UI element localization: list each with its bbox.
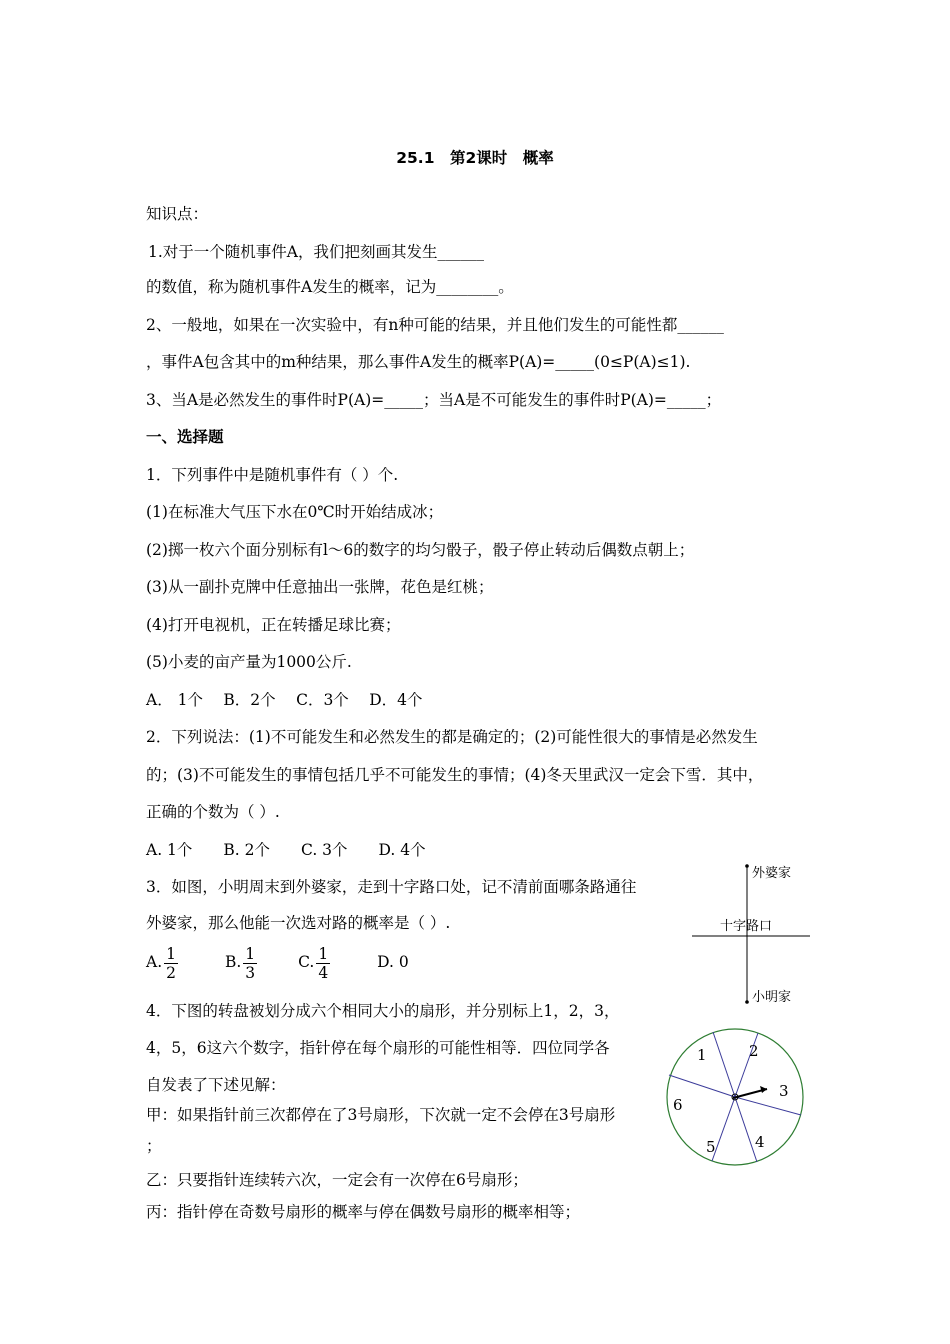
fraction-denominator: 2 <box>166 963 176 982</box>
knowledge-point-2b: ，事件A包含其中的m种结果，那么事件A发生的概率P(A)=_____(0≤P(A)≤1). <box>146 353 691 371</box>
q2-line-3: 正确的个数为（ ）. <box>146 803 280 821</box>
q2-line-2: 的；(3)不可能发生的事情包括几乎不可能发生的事情；(4)冬天里武汉一定会下雪．其中， <box>146 766 764 784</box>
q3-option-a-label: A. <box>146 953 163 971</box>
fraction-denominator: 4 <box>318 963 329 982</box>
q4-yi: 乙：只要指针连续转六次，一定会有一次停在6号扇形； <box>146 1171 528 1189</box>
fraction-numerator: 1 <box>245 944 256 963</box>
q4-jia-line-1: 甲：如果指针前三次都停在了3号扇形，下次就一定不会停在3号扇形 <box>146 1106 616 1124</box>
q1-options: A． 1个 B．2个 C．3个 D．4个 <box>146 691 423 709</box>
q3-option-d: D. 0 <box>377 953 409 971</box>
crossroad-label: 十字路口 <box>720 919 773 934</box>
q3-option-a-fraction <box>164 945 178 982</box>
q3-option-c <box>298 944 332 982</box>
q4-line-2: 4，5，6这六个数字，指针停在每个扇形的可能性相等．四位同学各 <box>146 1039 610 1057</box>
q4-jia-line-2: ； <box>146 1137 162 1155</box>
q1-item-4: (4)打开电视机，正在转播足球比赛； <box>146 616 401 634</box>
divider-line <box>669 1075 735 1097</box>
divider-line <box>735 1097 801 1115</box>
sector-label-6: 6 <box>673 1096 683 1114</box>
sector-label-5: 5 <box>706 1138 716 1156</box>
q3-option-c-label: C. <box>298 953 315 971</box>
q3-option-c-fraction <box>316 945 330 982</box>
q3-line-2: 外婆家，那么他能一次选对路的概率是（ ）. <box>146 914 451 932</box>
fraction-numerator: 1 <box>166 944 176 963</box>
sector-label-2: 2 <box>749 1042 759 1060</box>
sector-label-4: 4 <box>755 1133 765 1151</box>
q2-line-1: 2．下列说法：(1)不可能发生和必然发生的都是确定的；(2)可能性很大的事情是必然发生 <box>146 728 758 746</box>
knowledge-point-3: 3、当A是必然发生的事件时P(A)=_____；当A是不可能发生的事件时P(A)=_____； <box>146 391 722 409</box>
q1-stem: 1．下列事件中是随机事件有（ ）个. <box>146 466 399 484</box>
sector-label-3: 3 <box>779 1082 789 1100</box>
q3-line-1: 3．如图，小明周末到外婆家，走到十字路口处，记不清前面哪条路通往 <box>146 878 637 896</box>
page-title: 25.1 第2课时 概率 <box>396 149 554 167</box>
q4-line-3: 自发表了下述见解： <box>146 1076 286 1094</box>
knowledge-point-1b: 的数值，称为随机事件A发生的概率，记为________。 <box>146 278 514 296</box>
fraction-denominator: 3 <box>245 963 256 982</box>
knowledge-heading: 知识点： <box>146 205 209 223</box>
pointer-arrowhead <box>760 1086 767 1093</box>
bottom-end-dot <box>745 1000 749 1004</box>
q3-option-b <box>225 944 259 982</box>
divider-line <box>735 1097 757 1162</box>
divider-line <box>713 1032 735 1097</box>
q4-line-1: 4．下图的转盘被划分成六个相同大小的扇形，并分别标上1，2，3， <box>146 1002 620 1020</box>
top-end-dot <box>745 864 749 868</box>
q3-option-a <box>146 944 180 982</box>
q2-options: A. 1个 B. 2个 C. 3个 D. 4个 <box>146 841 426 859</box>
q1-item-1: (1)在标准大气压下水在0℃时开始结成冰； <box>146 503 444 521</box>
q1-item-3: (3)从一副扑克牌中任意抽出一张牌，花色是红桃； <box>146 578 494 596</box>
spinner-wheel <box>665 1027 807 1169</box>
q1-item-5: (5)小麦的亩产量为1000公斤. <box>146 653 352 671</box>
xiaoming-home-label: 小明家 <box>752 990 792 1005</box>
q3-option-b-fraction <box>243 945 257 982</box>
fraction-numerator: 1 <box>318 944 329 963</box>
q4-bing: 丙：指针停在奇数号扇形的概率与停在偶数号扇形的概率相等； <box>146 1203 581 1221</box>
q1-item-2: (2)掷一枚六个面分别标有l～6的数字的均匀骰子，骰子停止转动后偶数点朝上； <box>146 541 695 559</box>
knowledge-point-2a: 2、一般地，如果在一次实验中，有n种可能的结果，并且他们发生的可能性都______ <box>146 316 724 334</box>
crossroad-figure <box>690 862 812 1010</box>
grandma-home-label: 外婆家 <box>752 866 792 881</box>
q3-options <box>146 944 409 982</box>
sector-label-1: 1 <box>697 1046 707 1064</box>
q3-option-b-label: B. <box>224 953 242 971</box>
section-heading: 一、选择题 <box>146 428 224 446</box>
knowledge-point-1a: 1.对于一个随机事件A，我们把刻画其发生______ <box>148 243 484 261</box>
